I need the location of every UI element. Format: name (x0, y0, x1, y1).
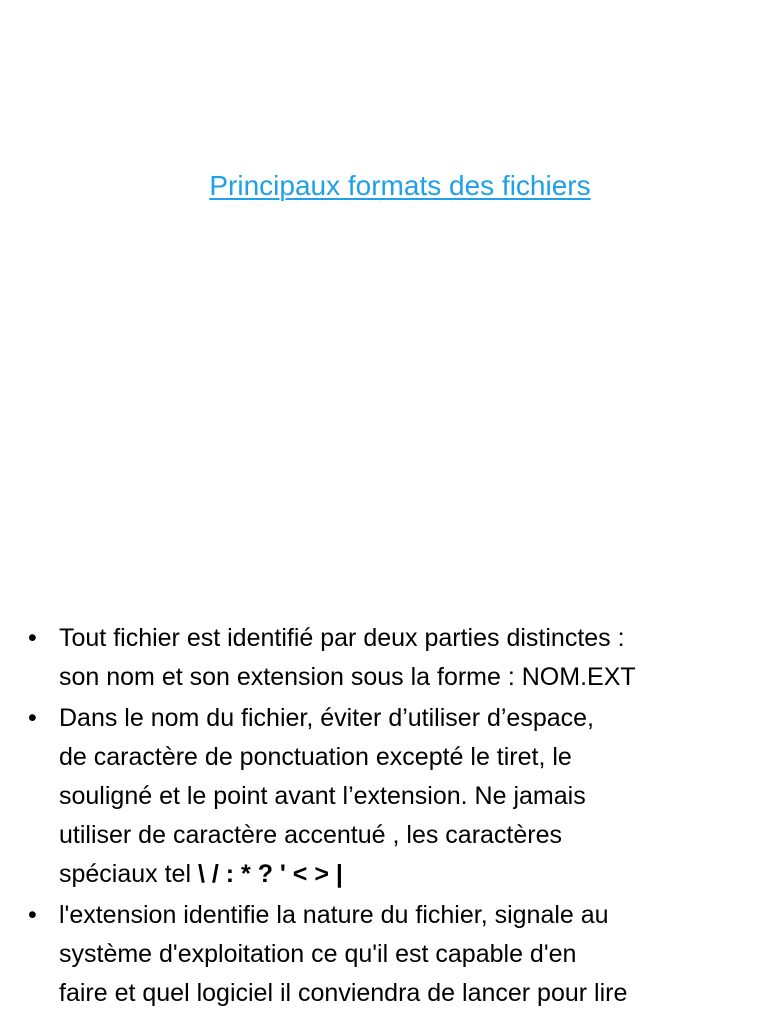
bullet-marker: • (28, 624, 37, 652)
bullet-text (59, 896, 764, 1013)
bullet-item (28, 699, 764, 894)
bullet-line: faire et quel logiciel il conviendra de lancer pour lire (59, 979, 628, 1007)
bullet-line (59, 855, 764, 894)
special-characters: \ / : * ? ' < > | (197, 860, 343, 888)
bullet-line: Dans le nom du fichier, éviter d’utiliser d’espace, (59, 704, 594, 732)
bullet-line: utiliser de caractère accentué , les caractères (59, 821, 563, 849)
bullet-line: souligné et le point avant l’extension. Ne jamais (59, 782, 586, 810)
bullet-line: son nom et son extension sous la forme : NOM.EXT (59, 663, 636, 691)
bullet-list (28, 619, 764, 1015)
bullet-marker: • (28, 901, 37, 929)
bullet-line: système d'exploitation ce qu'il est capable d'en (59, 940, 577, 968)
bullet-item (28, 896, 764, 1013)
bullet-line: Tout fichier est identifié par deux parties distinctes : (59, 624, 625, 652)
bullet-marker: • (28, 704, 37, 732)
bullet-item (28, 619, 764, 697)
bullet-text (59, 619, 764, 697)
bullet-line-prefix: spéciaux tel (59, 860, 198, 888)
slide-title: Principaux formats des fichiers (209, 170, 591, 201)
bullet-text (59, 699, 764, 894)
bullet-line: de caractère de ponctuation excepté le tiret, le (59, 743, 572, 771)
bullet-line: l'extension identifie la nature du fichier, signale au (59, 901, 609, 929)
